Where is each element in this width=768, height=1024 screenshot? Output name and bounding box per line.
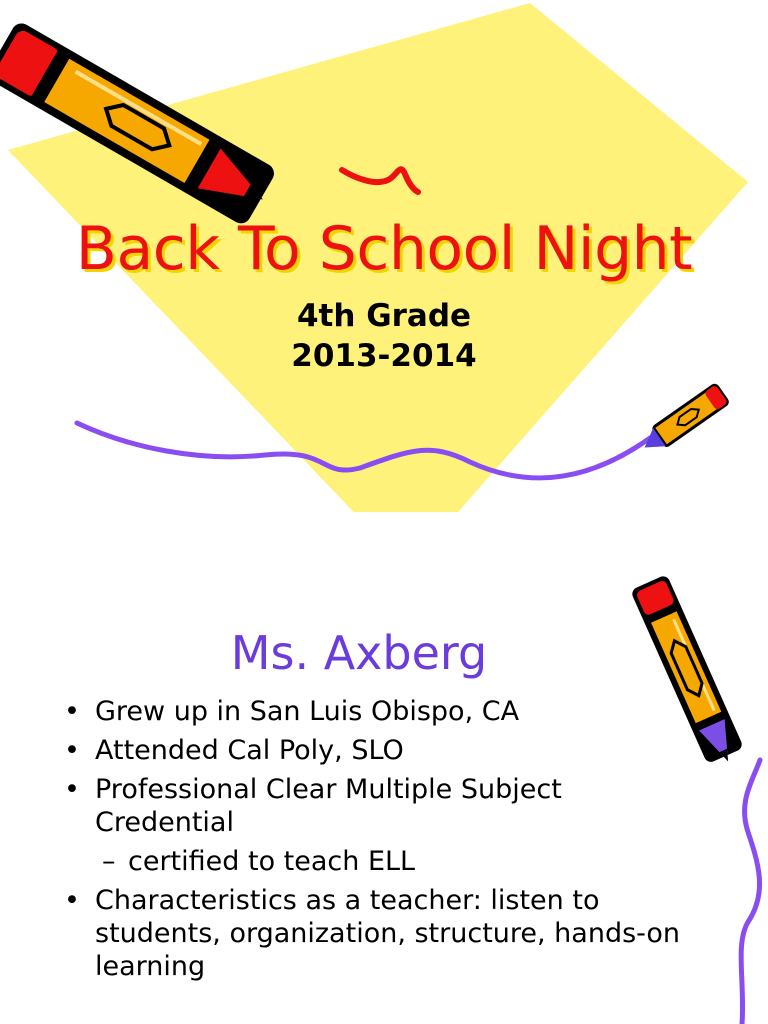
list-item (62, 695, 702, 728)
bullet-marker: • (64, 774, 80, 805)
list-item (62, 773, 702, 839)
bullet-marker: • (64, 735, 80, 766)
bullet-text: Attended Cal Poly, SLO (95, 735, 404, 766)
list-item (62, 884, 702, 983)
year-subtitle: 2013-2014 (291, 338, 477, 374)
bullet-text: Grew up in San Luis Obispo, CA (95, 696, 520, 727)
purple-vertical-line (741, 760, 760, 1024)
sub-list-item (62, 845, 702, 878)
teacher-slide (0, 512, 768, 1024)
teacher-heading: Ms. Axberg (230, 626, 488, 680)
bullet-text: Characteristics as a teacher: listen to students, organization, structure, hands-on learning (95, 885, 681, 982)
small-pencil-icon (637, 382, 731, 458)
bullet-list (62, 695, 702, 989)
grade-subtitle: 4th Grade (296, 298, 472, 334)
bullet-text: Professional Clear Multiple Subject Credential (95, 774, 562, 838)
bullet-text: certified to teach ELL (128, 846, 416, 877)
sub-bullet-marker: – (102, 846, 116, 877)
list-item (62, 734, 702, 767)
bullet-marker: • (64, 696, 80, 727)
slide-title: Back To School Night (75, 214, 693, 284)
bullet-marker: • (64, 885, 80, 916)
